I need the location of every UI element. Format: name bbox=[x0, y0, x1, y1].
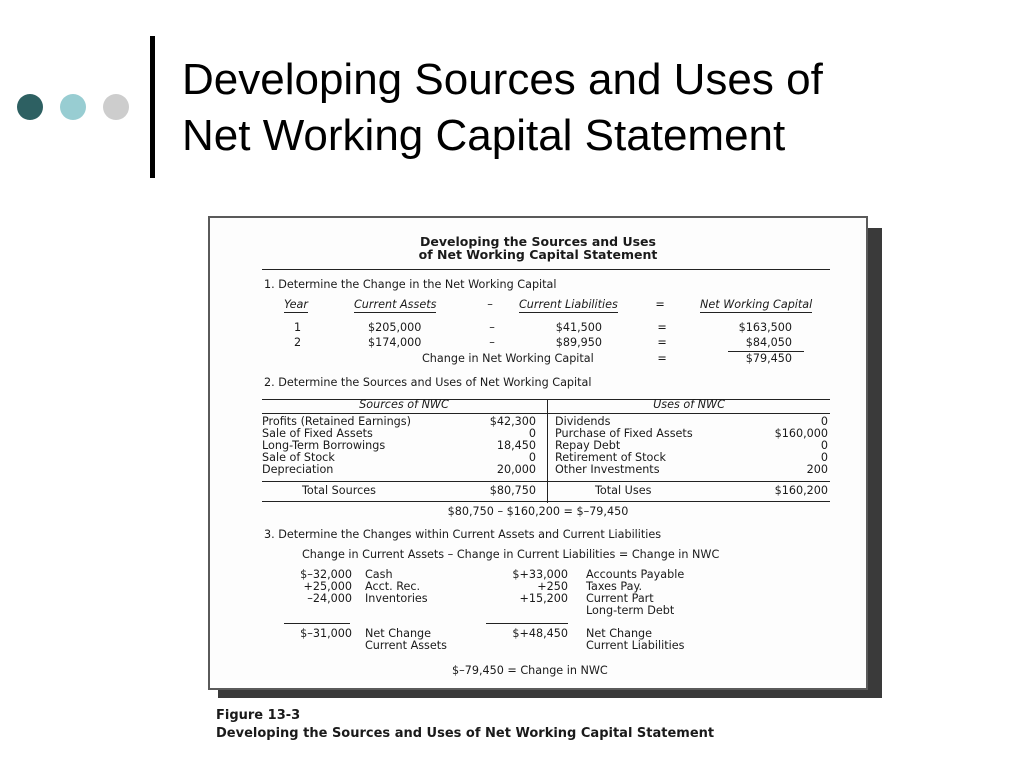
col-year: Year bbox=[284, 298, 308, 311]
nwc-row-minus: – bbox=[489, 321, 495, 334]
liability-value: +250 bbox=[537, 580, 568, 593]
liability-value: +15,200 bbox=[519, 592, 568, 605]
use-label: Dividends bbox=[555, 415, 611, 428]
col-current-assets: Current Assets bbox=[354, 298, 437, 311]
sources-header: Sources of NWC bbox=[359, 398, 449, 411]
change-nwc-label: Change in Net Working Capital bbox=[422, 352, 594, 365]
source-value: $42,300 bbox=[489, 415, 536, 428]
use-label: Other Investments bbox=[555, 463, 660, 476]
col-minus: – bbox=[487, 298, 493, 311]
table-header-rule bbox=[262, 413, 830, 414]
net-assets-value: $–31,000 bbox=[300, 627, 352, 640]
nwc-row-ca: $174,000 bbox=[368, 336, 422, 349]
use-value: 200 bbox=[806, 463, 828, 476]
source-label: Sale of Fixed Assets bbox=[262, 427, 373, 440]
asset-label: Acct. Rec. bbox=[365, 580, 421, 593]
asset-value: –24,000 bbox=[307, 592, 352, 605]
source-label: Sale of Stock bbox=[262, 451, 335, 464]
source-label: Depreciation bbox=[262, 463, 334, 476]
net-liabilities-value: $+48,450 bbox=[512, 627, 568, 640]
liabilities-sum-rule bbox=[486, 623, 568, 624]
use-value: 0 bbox=[820, 451, 828, 464]
document-figure bbox=[208, 216, 868, 690]
nwc-row-nwc: $84,050 bbox=[745, 336, 792, 349]
slide-title bbox=[182, 52, 823, 164]
col-current-liabilities: Current Liabilities bbox=[519, 298, 618, 311]
nwc-row-equals: = bbox=[657, 336, 667, 349]
source-label: Profits (Retained Earnings) bbox=[262, 415, 411, 428]
source-value: 0 bbox=[528, 427, 536, 440]
nwc-row-cl: $41,500 bbox=[555, 321, 602, 334]
divider bbox=[262, 269, 830, 270]
use-label: Retirement of Stock bbox=[555, 451, 667, 464]
use-label: Purchase of Fixed Assets bbox=[555, 427, 693, 440]
nwc-row-ca: $205,000 bbox=[368, 321, 422, 334]
asset-label: Inventories bbox=[365, 592, 428, 605]
asset-value: +25,000 bbox=[303, 580, 352, 593]
liability-label: Taxes Pay. bbox=[586, 580, 643, 593]
use-value: 0 bbox=[820, 439, 828, 452]
doc-title-line1: Developing the Sources and Uses bbox=[420, 234, 656, 249]
col-equals: = bbox=[655, 298, 665, 311]
bullet-dot-dark bbox=[17, 94, 43, 120]
total-sources-value: $80,750 bbox=[489, 484, 536, 497]
nwc-row-year: 1 bbox=[294, 321, 302, 334]
liability-label: Accounts Payable bbox=[586, 568, 685, 581]
source-value: 18,450 bbox=[496, 439, 536, 452]
bullet-dot-light bbox=[60, 94, 86, 120]
bullet-dot-gray bbox=[103, 94, 129, 120]
slide-title-line1: Developing Sources and Uses of bbox=[182, 55, 823, 104]
section1-heading: 1. Determine the Change in the Net Working Capital bbox=[264, 278, 557, 291]
source-label: Long-Term Borrowings bbox=[262, 439, 386, 452]
asset-value: $–32,000 bbox=[300, 568, 352, 581]
nwc-row-cl: $89,950 bbox=[555, 336, 602, 349]
section2-heading: 2. Determine the Sources and Uses of Net Working Capital bbox=[264, 376, 592, 389]
table-center-rule bbox=[547, 399, 548, 503]
doc-title-line2: of Net Working Capital Statement bbox=[418, 247, 658, 262]
col-net-working-capital: Net Working Capital bbox=[700, 298, 813, 311]
nwc-row-nwc: $163,500 bbox=[738, 321, 792, 334]
source-value: 20,000 bbox=[496, 463, 536, 476]
use-label: Repay Debt bbox=[555, 439, 621, 452]
final-change-nwc: $–79,450 = Change in NWC bbox=[452, 664, 608, 677]
asset-label: Cash bbox=[365, 568, 393, 581]
uses-header: Uses of NWC bbox=[653, 398, 725, 411]
net-equation: $80,750 – $160,200 = $–79,450 bbox=[447, 505, 629, 518]
use-value: 0 bbox=[820, 415, 828, 428]
figure-number: Figure 13-3 bbox=[216, 708, 301, 723]
liability-label-continuation: Long-term Debt bbox=[586, 604, 675, 617]
section3-subheading: Change in Current Assets – Change in Current Liabilities = Change in NWC bbox=[302, 548, 720, 561]
total-uses-label: Total Uses bbox=[595, 484, 652, 497]
section3-heading: 3. Determine the Changes within Current Assets and Current Liabilities bbox=[264, 528, 662, 541]
nwc-row-equals: = bbox=[657, 321, 667, 334]
liability-label: Current Part bbox=[586, 592, 654, 605]
total-sources-label: Total Sources bbox=[302, 484, 376, 497]
total-uses-value: $160,200 bbox=[774, 484, 828, 497]
table-total-rule bbox=[262, 481, 830, 482]
change-nwc-value: $79,450 bbox=[745, 352, 792, 365]
assets-sum-rule bbox=[284, 623, 350, 624]
source-value: 0 bbox=[528, 451, 536, 464]
slide-title-line2: Net Working Capital Statement bbox=[182, 111, 786, 160]
nwc-row-year: 2 bbox=[294, 336, 302, 349]
liability-value: $+33,000 bbox=[512, 568, 568, 581]
net-liabilities-label: Current Liabilities bbox=[586, 639, 685, 652]
net-liabilities-label: Net Change bbox=[586, 627, 653, 640]
nwc-row-minus: – bbox=[489, 336, 495, 349]
change-nwc-equals: = bbox=[657, 352, 667, 365]
net-assets-label: Net Change bbox=[365, 627, 432, 640]
net-assets-label: Current Assets bbox=[365, 639, 447, 652]
table-bottom-rule bbox=[262, 501, 830, 502]
title-divider bbox=[150, 36, 155, 178]
figure-caption: Developing the Sources and Uses of Net Working Capital Statement bbox=[216, 726, 715, 741]
use-value: $160,000 bbox=[774, 427, 828, 440]
